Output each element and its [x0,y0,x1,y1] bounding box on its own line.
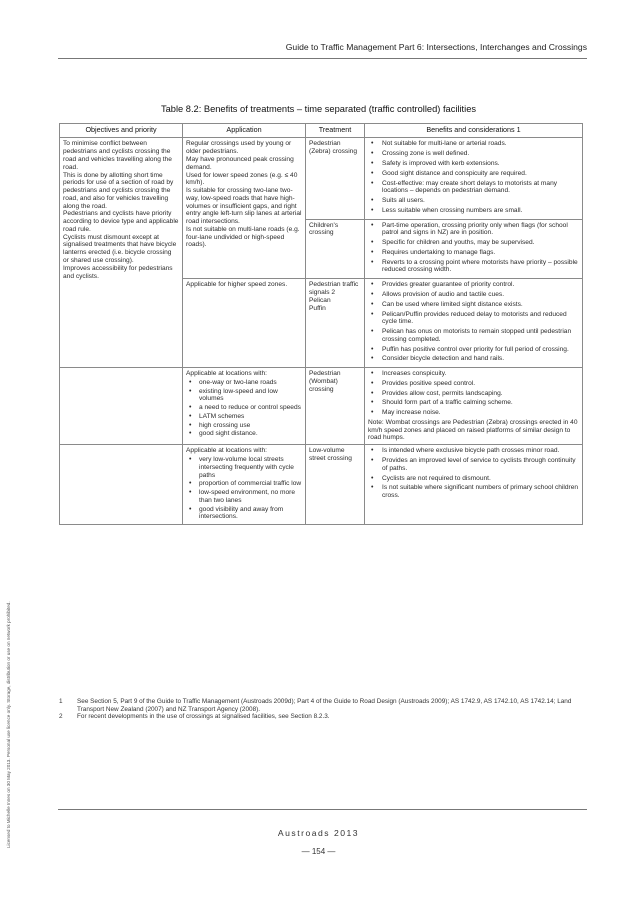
header-rule [58,58,587,59]
application-cell [183,368,306,445]
footnote [59,713,582,721]
footnotes [59,698,582,721]
benefit-item: • Should form part of a traffic calming scheme. [368,399,579,407]
benefit-item: • Good sight distance and conspicuity are required. [368,170,579,178]
benefit-item: • Reverts to a crossing point where motorists have priority – possible reduced crossing width. [368,259,579,275]
benefit-item: • Pelican/Puffin provides reduced delay to motorists and reduced cycle time. [368,311,579,327]
treatment-cell: Low-volume street crossing [306,445,365,525]
header-benefits: Benefits and considerations 1 [365,124,583,138]
benefit-item: • Increases conspicuity. [368,370,579,378]
benefit-item: • Specific for children and youths, may be supervised. [368,239,579,247]
application-intro: Applicable at locations with: [186,370,268,378]
header-treatment: Treatment [306,124,365,138]
footnote-number: 1 [59,698,63,705]
benefit-item: • Cyclists are not required to dismount. [368,475,579,483]
footnote-text: See Section 5, Part 9 of the Guide to Traffic Management (Austroads 2009d); Part 4 of the Guide to Road Design (Austroads 2009); AS 1742.9, AS 1742.10, AS 1742.14; Land Transport New Zealand (2007) and NZ Transport Agency (2008). [77,698,572,713]
footer-publisher: Austroads 2013 [277,828,360,838]
benefit-item: • Requires undertaking to manage flags. [368,249,579,257]
benefits-cell [365,138,583,219]
benefit-item: • Less suitable when crossing numbers are small. [368,207,579,215]
application-item: • high crossing use [186,422,302,430]
treatment-cell: Pedestrian (Zebra) crossing [306,138,365,219]
application-cell: Regular crossings used by young or older pedestrians. May have pronounced peak crossing demand. Used for lower speed zones (e.g. ≤ 40 km/h). Is suitable for crossing two-lane two-way, low-speed roads that have high-volumes or insufficient gaps, and right entry angle left-turn slip lanes at arterial road intersections. Is not suitable on multi-lane roads (e.g. four-lane undivided or high-speed roads). [183,138,306,279]
benefits-cell [365,445,583,525]
table-title: Table 8.2: Benefits of treatments – time separated (traffic controlled) facilities [160,104,477,114]
application-item: • LATM schemes [186,413,302,421]
application-item: • existing low-speed and low volumes [186,388,302,404]
benefit-item: • Allows provision of audio and tactile cues. [368,291,579,299]
page-number: — 154 — [301,847,336,856]
application-item: • low-speed environment, no more than two lanes [186,489,302,505]
benefit-item: • Provides allow cost, permits landscaping. [368,390,579,398]
benefit-item: • Suits all users. [368,197,579,205]
table-row [60,138,583,219]
benefit-item: • Not suitable for multi-lane or arterial roads. [368,140,579,148]
table-row [60,445,583,525]
table-header-row [60,124,583,138]
footnote [59,698,582,713]
benefit-item: • Pelican has onus on motorists to remain stopped until pedestrian crossing completed. [368,328,579,344]
objectives-empty-cell [60,368,183,445]
table-row [60,368,583,445]
benefit-item: • Puffin has positive control over priority for full period of crossing. [368,346,579,354]
application-cell: Applicable for higher speed zones. [183,279,306,368]
benefit-item: • Is not suitable where significant numbers of primary school children cross. [368,484,579,500]
wombat-note: Note: Wombat crossings are Pedestrian (Zebra) crossings erected in 40 km/h speed zones and placed on raised platforms of similar design to road humps. [368,418,578,442]
benefit-item: • Crossing zone is well defined. [368,150,579,158]
application-item: • good sight distance. [186,430,302,438]
header-application: Application [183,124,306,138]
benefits-cell [365,279,583,368]
benefit-item: • May increase noise. [368,409,579,417]
objectives-cell: To minimise conflict between pedestrians and cyclists crossing the road and vehicles travelling along the road. This is done by allotting short time periods for use of a section of road by pedestrians and cyclists crossing the road, and also for vehicles travelling along the road. Pedestrians and cyclists have priority according to device type and applicable road rule. Cyclists must dismount except at signalised treatments that have bicycle lanterns erected (i.e. bicycle crossing or shared use crossing). Improves accessibility for pedestrians and cyclists. [60,138,183,368]
application-item: • one-way or two-lane roads [186,379,302,387]
benefit-item: • Is intended where exclusive bicycle path crosses minor road. [368,447,579,455]
benefits-table [59,123,583,525]
application-item: • very low-volume local streets intersecting frequently with cycle paths [186,456,302,479]
application-item: • proportion of commercial traffic low [186,480,302,488]
footnote-text: For recent developments in the use of crossings at signalised facilities, see Section 8.2.3. [77,713,330,721]
benefit-item: • Can be used where limited sight distance exists. [368,301,579,309]
treatment-cell: Pedestrian traffic signals 2 Pelican Puffin [306,279,365,368]
application-cell [183,445,306,525]
application-intro: Applicable at locations with: [186,447,268,455]
benefits-cell [365,219,583,279]
benefit-item: • Safety is improved with kerb extensions. [368,160,579,168]
treatment-cell: Children's crossing [306,219,365,279]
benefit-item: • Provides greater guarantee of priority control. [368,281,579,289]
header-objectives: Objectives and priority [60,124,183,138]
benefits-cell [365,368,583,445]
footer-rule [58,809,587,810]
objectives-empty-cell [60,445,183,525]
application-item: • good visibility and away from intersections. [186,506,302,522]
footnote-number: 2 [59,713,63,721]
benefit-item: • Cost-effective: may create short delays to motorists at many locations – depends on pedestrian demand. [368,180,579,196]
licence-side-note: Licensed to Michelle Innes on 30 May 2013. Personal use licence only. Storage, distribution or use on network prohibited. [6,601,11,848]
running-header: Guide to Traffic Management Part 6: Intersections, Interchanges and Crossings [285,42,587,52]
benefit-item: • Consider bicycle detection and hand rails. [368,355,579,363]
benefit-item: • Provides positive speed control. [368,380,579,388]
benefit-item: • Part-time operation, crossing priority only when flags (for school patrol and signs in NZ) are in position. [368,222,579,238]
application-item: • a need to reduce or control speeds [186,404,302,412]
treatment-cell: Pedestrian (Wombat) crossing [306,368,365,445]
benefit-item: • Provides an improved level of service to cyclists through continuity of paths. [368,457,579,473]
